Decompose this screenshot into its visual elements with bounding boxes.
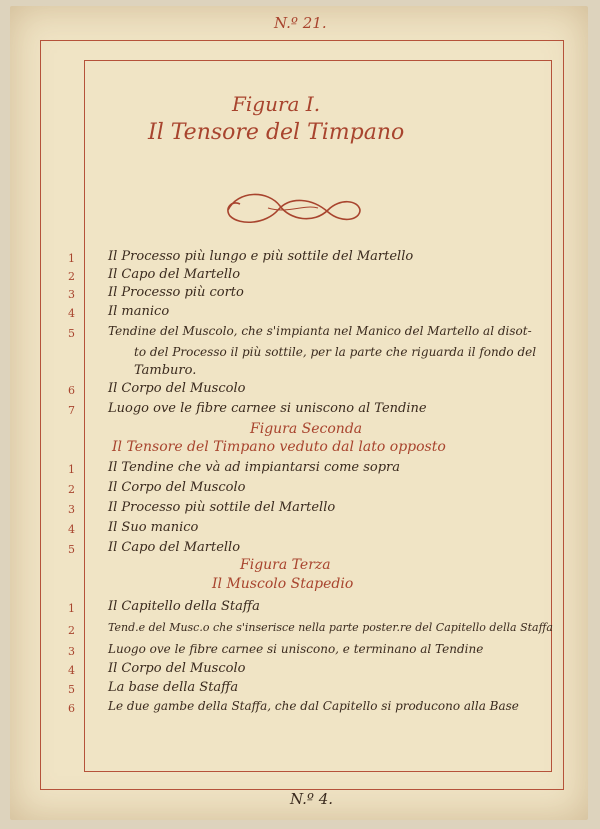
section1-figure: Figura I. — [232, 92, 321, 116]
item-number: 4 — [68, 664, 75, 677]
section2-title: Il Tensore del Timpano veduto dal lato opposto — [112, 439, 446, 455]
item-number: 2 — [68, 624, 75, 637]
item-number: 1 — [68, 463, 75, 476]
list-item: La base della Staffa — [108, 680, 239, 695]
list-item: Il Suo manico — [108, 520, 199, 535]
section2-figure: Figura Seconda — [250, 421, 363, 437]
list-item: Tendine del Muscolo, che s'impianta nel Manico del Martello al disot- — [108, 324, 532, 338]
item-number: 6 — [68, 384, 75, 397]
flourish-ornament — [218, 186, 368, 232]
item-number: 7 — [68, 404, 75, 417]
item-number: 4 — [68, 307, 75, 320]
item-number: 4 — [68, 523, 75, 536]
list-item: Il Capitello della Staffa — [108, 599, 260, 614]
list-item: Luogo ove le fibre carnee si uniscono, e terminano al Tendine — [108, 642, 484, 656]
list-item: Tend.e del Musc.o che s'inserisce nella parte poster.re del Capitello della Staffa — [108, 621, 553, 634]
list-item: Il Processo più corto — [108, 285, 244, 300]
list-item-continuation: Tamburo. — [134, 363, 197, 378]
list-item: Il Corpo del Muscolo — [108, 480, 246, 495]
item-number: 3 — [68, 503, 75, 516]
list-item: Il Processo più lungo e più sottile del Martello — [108, 249, 414, 264]
item-number: 5 — [68, 543, 75, 556]
list-item: Il Capo del Martello — [108, 267, 241, 282]
item-number: 2 — [68, 270, 75, 283]
list-item: Il Tendine che và ad impiantarsi come sopra — [108, 460, 401, 475]
item-number: 6 — [68, 702, 75, 715]
section3-title: Il Muscolo Stapedio — [212, 576, 354, 592]
list-item: Il Corpo del Muscolo — [108, 381, 246, 396]
item-number: 3 — [68, 288, 75, 301]
item-number: 3 — [68, 645, 75, 658]
item-number: 1 — [68, 602, 75, 615]
item-number: 1 — [68, 252, 75, 265]
list-item: Il manico — [108, 304, 170, 319]
list-item: Il Corpo del Muscolo — [108, 661, 246, 676]
section1-title: Il Tensore del Timpano — [148, 120, 405, 145]
list-item-continuation: to del Processo il più sottile, per la parte che riguarda il fondo del — [134, 345, 537, 359]
item-number: 5 — [68, 327, 75, 340]
page-number-bottom: N.º 4. — [290, 790, 334, 808]
list-item: Il Processo più sottile del Martello — [108, 500, 336, 515]
section3-figure: Figura Terza — [240, 557, 331, 573]
list-item: Il Capo del Martello — [108, 540, 241, 555]
list-item: Le due gambe della Staffa, che dal Capitello si producono alla Base — [108, 699, 519, 713]
item-number: 5 — [68, 683, 75, 696]
list-item: Luogo ove le fibre carnee si uniscono al Tendine — [108, 401, 427, 416]
page-number-top: N.º 21. — [274, 14, 327, 32]
item-number: 2 — [68, 483, 75, 496]
